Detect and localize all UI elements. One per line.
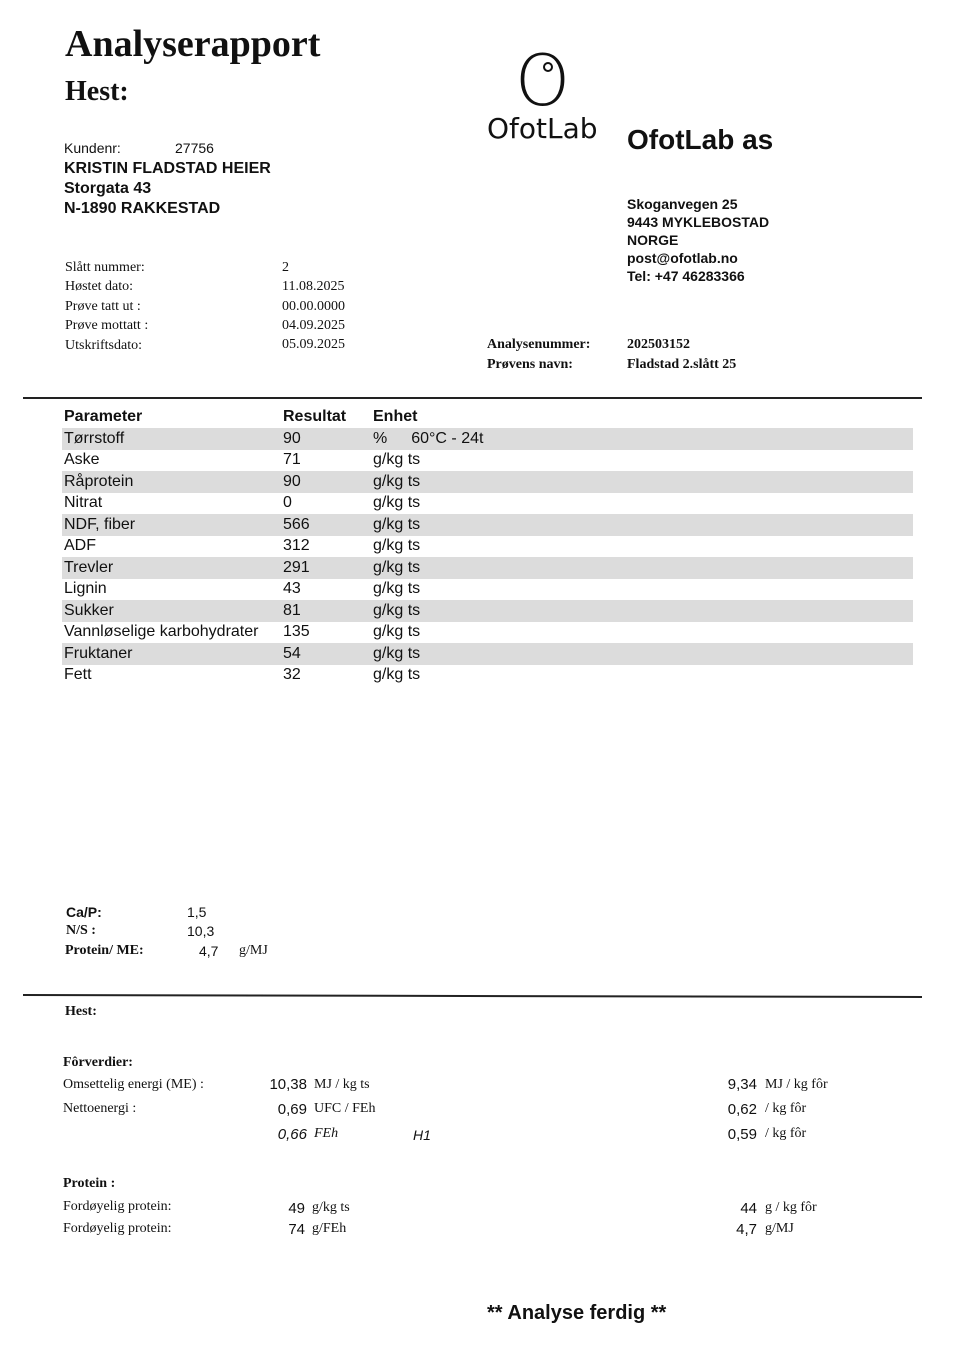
table-row: [62, 622, 913, 644]
dp2-label: Fordøyelig protein:: [63, 1221, 172, 1236]
param-cell: Sukker: [62, 600, 281, 622]
result-cell: 43: [283, 580, 301, 598]
ne-ufc-feed-value: 0,62: [727, 1101, 757, 1118]
me-label: Omsettelig energi (ME) :: [63, 1077, 204, 1092]
ne-feh-feed-unit: / kg fôr: [765, 1126, 807, 1141]
analysis-number-label: Analysenummer:: [487, 337, 591, 352]
dp1-value-feed: 44: [740, 1200, 757, 1217]
result-cell: 32: [283, 666, 301, 684]
result-cell: 81: [281, 600, 371, 622]
dp2-value-feed: 4,7: [736, 1221, 757, 1238]
lab-email: post@ofotlab.no: [627, 250, 738, 266]
result-cell: 71: [283, 451, 301, 469]
unit-cell: g/kg ts: [371, 471, 913, 493]
header-parameter: Parameter: [64, 408, 143, 425]
ne-ufc-feed-unit: / kg fôr: [765, 1101, 807, 1116]
meta-label: Prøve tatt ut :: [65, 299, 141, 314]
table-row: [62, 600, 913, 622]
meta-value: 04.09.2025: [282, 318, 345, 333]
table-row: [62, 665, 913, 687]
unit-cell: g/kg ts: [371, 643, 913, 665]
param-cell: Fett: [64, 666, 92, 684]
ca-p-value: 1,5: [187, 904, 207, 920]
param-cell: Trevler: [62, 557, 281, 579]
param-cell: Nitrat: [64, 494, 103, 512]
method-note: 60°C - 24t: [411, 429, 484, 447]
unit-cell: g/kg ts: [373, 451, 421, 469]
unit-cell: g/kg ts: [371, 514, 913, 536]
report-subtitle: Hest:: [65, 76, 129, 107]
dp2-value: 74: [288, 1221, 305, 1238]
dp2-unit-feed: g/MJ: [765, 1221, 794, 1236]
result-cell: 312: [283, 537, 310, 555]
dp1-value: 49: [288, 1200, 305, 1217]
unit-text: %: [373, 429, 388, 447]
param-cell: Vannløselige karbohydrater: [64, 623, 259, 641]
dp1-unit-feed: g / kg fôr: [765, 1200, 817, 1215]
me-value-feed: 9,34: [727, 1076, 757, 1093]
logo-text: OfotLab: [487, 112, 598, 145]
logo-dot-icon: [543, 62, 553, 72]
unit-cell: g/kg ts: [373, 494, 421, 512]
param-cell: ADF: [64, 537, 96, 555]
unit-cell: g/kg ts: [373, 623, 421, 641]
ca-p-label: Ca/P:: [66, 904, 102, 920]
unit-cell: g/kg ts: [371, 600, 913, 622]
lab-city: 9443 MYKLEBOSTAD: [627, 214, 770, 230]
unit-cell: g/kg ts: [373, 537, 421, 555]
customer-city: N-1890 RAKKESTAD: [64, 200, 221, 217]
ne-h1: H1: [413, 1127, 431, 1143]
meta-label: Slått nummer:: [65, 260, 145, 275]
result-cell: 135: [283, 623, 310, 641]
sample-name: Fladstad 2.slått 25: [627, 357, 737, 372]
meta-value: 11.08.2025: [282, 279, 345, 294]
unit-cell: g/kg ts: [371, 557, 913, 579]
result-cell: 90: [281, 428, 371, 450]
header-unit: Enhet: [373, 408, 418, 425]
me-value: 10,38: [269, 1076, 307, 1093]
protein-me-label: Protein/ ME:: [65, 943, 144, 958]
dp1-unit: g/kg ts: [312, 1200, 350, 1215]
table-row: [62, 643, 913, 665]
result-cell: 0: [283, 494, 292, 512]
report-title: Analyserapport: [65, 23, 321, 65]
customer-number-label: Kundenr:: [64, 140, 121, 156]
horse-section-title: Hest:: [65, 1004, 97, 1019]
results-table: [62, 406, 913, 686]
result-cell: 291: [281, 557, 371, 579]
result-cell: 90: [281, 471, 371, 493]
n-s-value: 10,3: [187, 923, 215, 939]
table-row: [62, 450, 913, 472]
protein-me-value: 4,7: [199, 943, 219, 959]
ne-feh-feed-value: 0,59: [727, 1126, 757, 1143]
customer-street: Storgata 43: [64, 180, 152, 197]
result-cell: 566: [281, 514, 371, 536]
analysis-status: ** Analyse ferdig **: [487, 1302, 667, 1324]
table-row: [62, 579, 913, 601]
dp1-label: Fordøyelig protein:: [63, 1199, 172, 1214]
lab-country: NORGE: [627, 232, 679, 248]
param-cell: Fruktaner: [62, 643, 281, 665]
dp2-unit: g/FEh: [312, 1221, 347, 1236]
meta-label: Prøve mottatt :: [65, 318, 149, 333]
table-row: [62, 471, 913, 493]
param-cell: Lignin: [64, 580, 107, 598]
meta-value: 00.00.0000: [282, 299, 345, 314]
unit-cell: g/kg ts: [373, 666, 421, 684]
table-row: [62, 493, 913, 515]
customer-number: 27756: [175, 140, 214, 156]
me-unit: MJ / kg ts: [314, 1077, 370, 1092]
header-result: Resultat: [283, 408, 347, 425]
param-cell: NDF, fiber: [62, 514, 281, 536]
meta-label: Utskriftsdato:: [65, 338, 142, 353]
ne-label: Nettoenergi :: [63, 1101, 137, 1116]
n-s-label: N/S :: [66, 923, 96, 938]
meta-label: Høstet dato:: [65, 279, 134, 294]
param-cell: Aske: [64, 451, 100, 469]
unit-cell: g/kg ts: [373, 580, 421, 598]
protein-me-unit: g/MJ: [239, 943, 268, 958]
table-row: [62, 428, 913, 450]
ne-feh-unit: FEh: [314, 1126, 339, 1141]
logo-o-icon: O: [515, 40, 571, 122]
unit-cell: [371, 428, 913, 450]
ne-feh-value: 0,66: [277, 1126, 307, 1143]
sample-name-label: Prøvens navn:: [487, 357, 573, 372]
param-cell: Råprotein: [62, 471, 281, 493]
divider-top: [23, 397, 922, 399]
param-cell: Tørrstoff: [62, 428, 281, 450]
results-header-row: [62, 406, 913, 428]
table-row: [62, 557, 913, 579]
me-unit-feed: MJ / kg fôr: [765, 1077, 828, 1092]
table-row: [62, 536, 913, 558]
ne-ufc-value: 0,69: [277, 1101, 307, 1118]
divider-bottom: [23, 994, 922, 998]
lab-name: OfotLab as: [627, 124, 774, 155]
lab-street: Skoganvegen 25: [627, 196, 738, 212]
customer-name: KRISTIN FLADSTAD HEIER: [64, 160, 271, 177]
feed-values-title: Fôrverdier:: [63, 1055, 133, 1070]
meta-value: 2: [282, 260, 289, 275]
protein-title: Protein :: [63, 1176, 116, 1191]
meta-value: 05.09.2025: [282, 337, 345, 352]
table-row: [62, 514, 913, 536]
result-cell: 54: [281, 643, 371, 665]
analysis-number: 202503152: [627, 337, 690, 352]
ne-ufc-unit: UFC / FEh: [314, 1101, 376, 1116]
lab-phone: Tel: +47 46283366: [627, 268, 745, 284]
